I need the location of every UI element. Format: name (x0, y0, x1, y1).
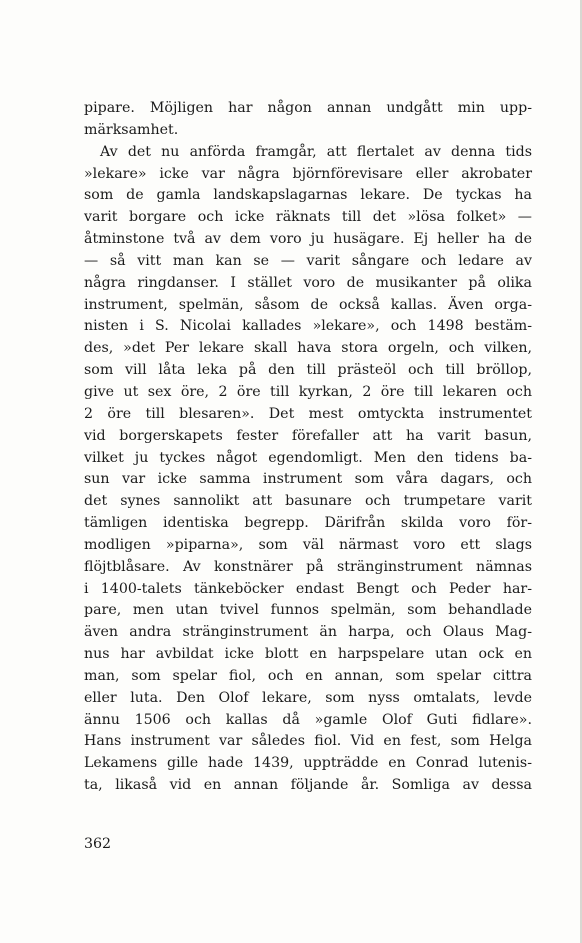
text-line: som de gamla landskapslagarnas lekare. De tyckas ha (84, 187, 532, 204)
text-line: ta, likaså vid en annan följande år. Somliga av dessa (84, 777, 532, 794)
text-line: 2 öre till blesaren». Det mest omtyckta instrumentet (84, 405, 532, 422)
text-line: även andra stränginstrument än harpa, och Olaus Mag- (84, 624, 532, 641)
text-line: modligen »piparna», som väl närmast voro ett slags (84, 536, 532, 553)
text-line: »lekare» icke var några björnförevisare eller akrobater (84, 165, 532, 182)
body-text (84, 98, 532, 797)
text-line: ännu 1506 och kallas då »gamle Olof Guti fidlare». (84, 711, 532, 728)
text-line: give ut sex öre, 2 öre till kyrkan, 2 öre till lekaren och (84, 383, 532, 400)
text-line: eller luta. Den Olof lekare, som nyss omtalats, levde (84, 689, 532, 706)
text-line: Lekamens gille hade 1439, uppträdde en Conrad lutenis- (84, 755, 532, 772)
page-number: 362 (84, 836, 112, 852)
text-line: des, »det Per lekare skall hava stora orgeln, och vilken, (84, 340, 532, 357)
text-line: några ringdanser. I stället voro de musikanter på olika (84, 274, 532, 291)
text-line: märksamhet. (84, 121, 179, 138)
text-line: — så vitt man kan se — varit sångare och ledare av (84, 252, 532, 269)
text-line: instrument, spelmän, såsom de också kallas. Även orga- (84, 296, 532, 313)
text-line: Hans instrument var således fiol. Vid en fest, som Helga (84, 733, 532, 750)
text-line: nisten i S. Nicolai kallades »lekare», och 1498 bestäm- (84, 318, 532, 335)
text-line: vilket ju tyckes något egendomligt. Men den tidens ba- (84, 449, 532, 466)
text-line: pare, men utan tvivel funnos spelmän, som behandlade (84, 602, 532, 619)
text-line: man, som spelar fiol, och en annan, som spelar cittra (84, 667, 532, 684)
text-line: pipare. Möjligen har någon annan undgått min upp- (84, 100, 532, 116)
text-line: Av det nu anförda framgår, att flertalet av denna tids (100, 143, 532, 160)
text-line: varit borgare och icke räknats till det »lösa folket» — (84, 209, 532, 226)
text-line: vid borgerskapets fester förefaller att ha varit basun, (84, 427, 532, 444)
text-line: sun var icke samma instrument som våra dagars, och (84, 471, 532, 488)
text-line: det synes sannolikt att basunare och trumpetare varit (84, 493, 532, 510)
text-line: flöjtblåsare. Av konstnärer på stränginstrument nämnas (84, 558, 532, 575)
text-line: tämligen identiska begrepp. Därifrån skilda voro för- (84, 515, 532, 532)
text-line: nus har avbildat icke blott en harpspelare utan ock en (84, 646, 532, 663)
text-line: i 1400-talets tänkeböcker endast Bengt och Peder har- (84, 580, 532, 597)
text-line: åtminstone två av dem voro ju husägare. Ej heller ha de (84, 231, 532, 248)
text-line: som vill låta leka på den till prästeöl och till bröllop, (84, 362, 532, 379)
